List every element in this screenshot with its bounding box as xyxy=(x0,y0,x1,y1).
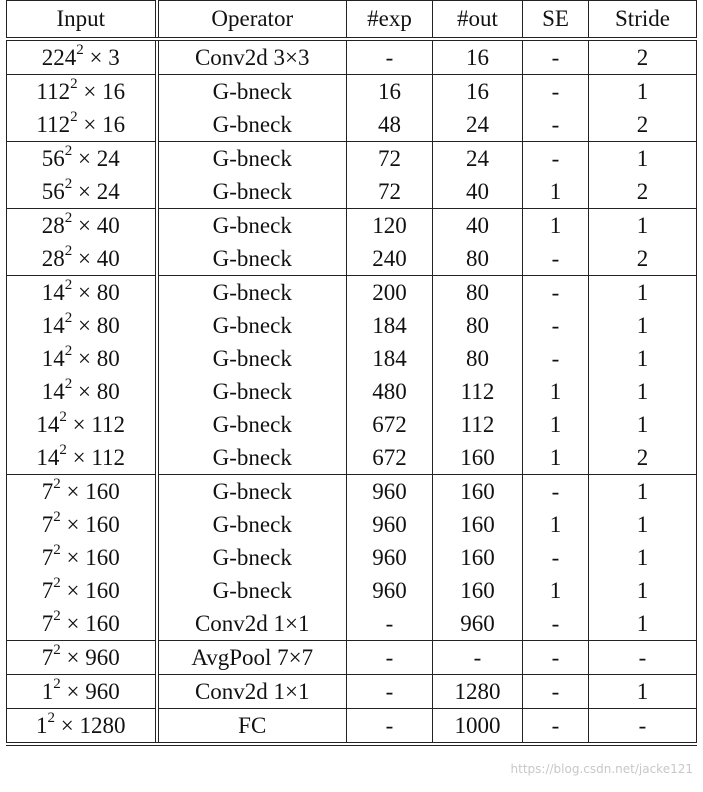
input-spatial: 14 xyxy=(41,313,65,338)
times-sign: × xyxy=(72,346,97,371)
cell-input xyxy=(7,142,157,176)
table-row xyxy=(7,309,697,342)
cell-operator: G-bneck xyxy=(157,309,347,342)
input-spatial: 112 xyxy=(36,79,71,104)
cell-exp: 960 xyxy=(347,541,433,574)
input-exponent: 2 xyxy=(64,277,73,294)
times-sign: × xyxy=(72,146,97,171)
table-row xyxy=(7,541,697,574)
cell-out: 80 xyxy=(433,342,523,375)
cell-stride: - xyxy=(589,709,697,745)
cell-input xyxy=(7,408,157,441)
cell-out: 160 xyxy=(433,574,523,607)
input-channels: 24 xyxy=(96,179,120,204)
cell-operator: G-bneck xyxy=(157,574,347,607)
input-exponent: 2 xyxy=(59,409,67,426)
table-header xyxy=(7,1,697,40)
cell-se: - xyxy=(523,276,589,310)
header-row xyxy=(7,1,697,40)
input-channels: 160 xyxy=(85,611,120,636)
cell-se: 1 xyxy=(523,375,589,408)
cell-input xyxy=(7,475,157,509)
input-exponent: 2 xyxy=(53,575,61,592)
table-row xyxy=(7,175,697,209)
cell-out: 160 xyxy=(433,541,523,574)
cell-se: - xyxy=(523,675,589,709)
cell-se: - xyxy=(523,641,589,675)
cell-operator: G-bneck xyxy=(157,209,347,243)
cell-operator: FC xyxy=(157,709,347,745)
times-sign: × xyxy=(60,545,86,570)
cell-stride: 1 xyxy=(589,508,697,541)
cell-exp: 184 xyxy=(347,342,433,375)
input-channels: 16 xyxy=(102,112,126,137)
header-stride: Stride xyxy=(589,1,697,40)
cell-exp: 480 xyxy=(347,375,433,408)
cell-out: 80 xyxy=(433,276,523,310)
table-row xyxy=(7,142,697,176)
cell-exp: - xyxy=(347,607,433,641)
cell-se: 1 xyxy=(523,209,589,243)
cell-se: - xyxy=(523,108,589,142)
watermark-text: https://blog.csdn.net/jacke121 xyxy=(510,762,693,776)
input-channels: 160 xyxy=(85,578,120,603)
cell-stride: 1 xyxy=(589,408,697,441)
cell-operator: AvgPool 7×7 xyxy=(157,641,347,675)
input-spatial: 7 xyxy=(41,645,54,670)
input-channels: 3 xyxy=(108,45,120,70)
input-exponent: 2 xyxy=(53,542,61,559)
table-row xyxy=(7,276,697,310)
cell-exp: - xyxy=(347,641,433,675)
input-exponent: 2 xyxy=(64,176,73,193)
input-spatial: 7 xyxy=(41,479,54,504)
cell-stride: 1 xyxy=(589,475,697,509)
table-row xyxy=(7,39,697,75)
cell-stride: 2 xyxy=(589,175,697,209)
input-spatial: 7 xyxy=(41,578,54,603)
cell-input xyxy=(7,175,157,209)
table-row xyxy=(7,574,697,607)
input-channels: 40 xyxy=(96,213,120,238)
input-exponent: 2 xyxy=(64,210,73,227)
cell-se: - xyxy=(523,142,589,176)
cell-se: - xyxy=(523,242,589,276)
times-sign: × xyxy=(60,611,86,636)
input-exponent: 2 xyxy=(53,608,61,625)
cell-se: - xyxy=(523,475,589,509)
cell-out: 16 xyxy=(433,39,523,75)
cell-exp: 120 xyxy=(347,209,433,243)
times-sign: × xyxy=(60,645,86,670)
cell-se: 1 xyxy=(523,441,589,475)
cell-se: 1 xyxy=(523,175,589,209)
input-spatial: 28 xyxy=(41,246,65,271)
cell-input xyxy=(7,309,157,342)
table-row xyxy=(7,441,697,475)
cell-stride: 1 xyxy=(589,75,697,109)
input-exponent: 2 xyxy=(64,143,73,160)
times-sign: × xyxy=(72,246,97,271)
cell-input xyxy=(7,342,157,375)
cell-stride: 2 xyxy=(589,441,697,475)
cell-input xyxy=(7,209,157,243)
cell-input xyxy=(7,441,157,475)
input-spatial: 7 xyxy=(41,545,54,570)
table-row xyxy=(7,508,697,541)
cell-input xyxy=(7,574,157,607)
cell-exp: 240 xyxy=(347,242,433,276)
input-channels: 160 xyxy=(85,545,120,570)
input-spatial: 14 xyxy=(41,346,65,371)
header-out: #out xyxy=(433,1,523,40)
cell-operator: G-bneck xyxy=(157,75,347,109)
cell-se: - xyxy=(523,309,589,342)
cell-out: 24 xyxy=(433,142,523,176)
input-channels: 80 xyxy=(96,346,120,371)
times-sign: × xyxy=(60,578,86,603)
input-exponent: 2 xyxy=(64,243,73,260)
cell-stride: 1 xyxy=(589,375,697,408)
cell-exp: - xyxy=(347,709,433,745)
input-channels: 24 xyxy=(96,146,120,171)
cell-input xyxy=(7,508,157,541)
cell-out: 160 xyxy=(433,441,523,475)
cell-out: 1000 xyxy=(433,709,523,745)
cell-se: - xyxy=(523,607,589,641)
table-row xyxy=(7,75,697,109)
cell-stride: 1 xyxy=(589,574,697,607)
cell-operator: G-bneck xyxy=(157,175,347,209)
table-row xyxy=(7,408,697,441)
cell-exp: 672 xyxy=(347,408,433,441)
cell-out: 80 xyxy=(433,309,523,342)
cell-input xyxy=(7,242,157,276)
cell-out: 16 xyxy=(433,75,523,109)
input-spatial: 224 xyxy=(41,45,77,70)
input-channels: 80 xyxy=(96,280,120,305)
cell-out: 24 xyxy=(433,108,523,142)
cell-operator: G-bneck xyxy=(157,508,347,541)
input-exponent: 2 xyxy=(53,476,61,493)
table-row xyxy=(7,709,697,745)
cell-se: 1 xyxy=(523,574,589,607)
input-channels: 112 xyxy=(91,445,126,470)
times-sign: × xyxy=(77,79,103,104)
cell-stride: 1 xyxy=(589,541,697,574)
input-exponent: 2 xyxy=(70,109,78,126)
cell-input xyxy=(7,641,157,675)
cell-exp: 72 xyxy=(347,175,433,209)
header-operator: Operator xyxy=(157,1,347,40)
cell-exp: - xyxy=(347,675,433,709)
table-row xyxy=(7,641,697,675)
input-spatial: 14 xyxy=(36,445,60,470)
cell-stride: 2 xyxy=(589,108,697,142)
times-sign: × xyxy=(72,313,97,338)
input-spatial: 14 xyxy=(41,280,65,305)
cell-exp: 960 xyxy=(347,508,433,541)
cell-input xyxy=(7,375,157,408)
cell-stride: 1 xyxy=(589,342,697,375)
times-sign: × xyxy=(83,45,109,70)
input-exponent: 2 xyxy=(70,76,78,93)
input-spatial: 1 xyxy=(36,713,48,738)
cell-se: - xyxy=(523,39,589,75)
header-input: Input xyxy=(7,1,157,40)
times-sign: × xyxy=(66,445,92,470)
table-row xyxy=(7,342,697,375)
cell-stride: 2 xyxy=(589,242,697,276)
input-exponent: 2 xyxy=(53,642,61,659)
cell-stride: 1 xyxy=(589,309,697,342)
cell-se: - xyxy=(523,709,589,745)
cell-exp: 200 xyxy=(347,276,433,310)
cell-out: 112 xyxy=(433,375,523,408)
cell-operator: G-bneck xyxy=(157,342,347,375)
cell-operator: G-bneck xyxy=(157,441,347,475)
cell-input xyxy=(7,75,157,109)
cell-operator: G-bneck xyxy=(157,375,347,408)
cell-stride: 1 xyxy=(589,276,697,310)
cell-se: - xyxy=(523,342,589,375)
input-exponent: 2 xyxy=(64,310,73,327)
cell-operator: G-bneck xyxy=(157,408,347,441)
cell-stride: 2 xyxy=(589,39,697,75)
table-row xyxy=(7,209,697,243)
cell-operator: G-bneck xyxy=(157,541,347,574)
input-exponent: 2 xyxy=(53,509,61,526)
cell-exp: 960 xyxy=(347,475,433,509)
cell-stride: 1 xyxy=(589,607,697,641)
cell-out: 80 xyxy=(433,242,523,276)
cell-exp: 48 xyxy=(347,108,433,142)
input-spatial: 112 xyxy=(36,112,71,137)
cell-operator: G-bneck xyxy=(157,475,347,509)
cell-input xyxy=(7,607,157,641)
input-exponent: 2 xyxy=(53,676,61,693)
cell-out: 40 xyxy=(433,209,523,243)
cell-input xyxy=(7,675,157,709)
input-channels: 80 xyxy=(96,313,120,338)
input-channels: 16 xyxy=(102,79,126,104)
input-spatial: 56 xyxy=(41,179,65,204)
input-exponent: 2 xyxy=(76,42,84,59)
cell-input xyxy=(7,709,157,745)
input-spatial: 56 xyxy=(41,146,65,171)
input-channels: 1280 xyxy=(79,713,126,738)
input-channels: 160 xyxy=(85,512,120,537)
input-spatial: 14 xyxy=(41,379,65,404)
cell-exp: 72 xyxy=(347,142,433,176)
cell-stride: 1 xyxy=(589,142,697,176)
architecture-table xyxy=(6,0,697,746)
header-exp: #exp xyxy=(347,1,433,40)
cell-operator: G-bneck xyxy=(157,142,347,176)
header-se: SE xyxy=(523,1,589,40)
cell-exp: 672 xyxy=(347,441,433,475)
cell-operator: Conv2d 1×1 xyxy=(157,675,347,709)
cell-out: 160 xyxy=(433,475,523,509)
times-sign: × xyxy=(77,112,103,137)
cell-out: - xyxy=(433,641,523,675)
cell-input xyxy=(7,541,157,574)
times-sign: × xyxy=(72,379,97,404)
times-sign: × xyxy=(72,280,97,305)
input-spatial: 7 xyxy=(41,611,54,636)
cell-exp: - xyxy=(347,39,433,75)
cell-stride: 1 xyxy=(589,675,697,709)
times-sign: × xyxy=(66,412,92,437)
table-row xyxy=(7,675,697,709)
cell-out: 112 xyxy=(433,408,523,441)
table-row xyxy=(7,108,697,142)
cell-input xyxy=(7,39,157,75)
cell-se: 1 xyxy=(523,508,589,541)
input-exponent: 2 xyxy=(47,710,55,727)
times-sign: × xyxy=(55,713,80,738)
cell-operator: G-bneck xyxy=(157,108,347,142)
cell-out: 960 xyxy=(433,607,523,641)
input-spatial: 28 xyxy=(41,213,65,238)
cell-stride: - xyxy=(589,641,697,675)
table-body xyxy=(7,39,697,744)
table-row xyxy=(7,375,697,408)
cell-se: 1 xyxy=(523,408,589,441)
input-exponent: 2 xyxy=(64,343,73,360)
cell-se: - xyxy=(523,541,589,574)
table-row xyxy=(7,607,697,641)
times-sign: × xyxy=(60,479,86,504)
cell-exp: 960 xyxy=(347,574,433,607)
cell-stride: 1 xyxy=(589,209,697,243)
input-channels: 80 xyxy=(96,379,120,404)
table-row xyxy=(7,475,697,509)
cell-out: 40 xyxy=(433,175,523,209)
cell-operator: Conv2d 3×3 xyxy=(157,39,347,75)
cell-operator: G-bneck xyxy=(157,276,347,310)
table-row xyxy=(7,242,697,276)
times-sign: × xyxy=(72,179,97,204)
cell-input xyxy=(7,108,157,142)
cell-operator: G-bneck xyxy=(157,242,347,276)
input-channels: 40 xyxy=(96,246,120,271)
cell-exp: 184 xyxy=(347,309,433,342)
times-sign: × xyxy=(72,213,97,238)
cell-exp: 16 xyxy=(347,75,433,109)
input-exponent: 2 xyxy=(64,376,73,393)
times-sign: × xyxy=(60,679,86,704)
input-channels: 112 xyxy=(91,412,126,437)
input-channels: 960 xyxy=(85,645,120,670)
input-spatial: 7 xyxy=(41,512,54,537)
input-spatial: 14 xyxy=(36,412,60,437)
input-channels: 160 xyxy=(85,479,120,504)
cell-out: 160 xyxy=(433,508,523,541)
cell-out: 1280 xyxy=(433,675,523,709)
input-spatial: 1 xyxy=(41,679,54,704)
times-sign: × xyxy=(60,512,86,537)
cell-input xyxy=(7,276,157,310)
input-channels: 960 xyxy=(85,679,120,704)
cell-se: - xyxy=(523,75,589,109)
cell-operator: Conv2d 1×1 xyxy=(157,607,347,641)
input-exponent: 2 xyxy=(59,442,67,459)
